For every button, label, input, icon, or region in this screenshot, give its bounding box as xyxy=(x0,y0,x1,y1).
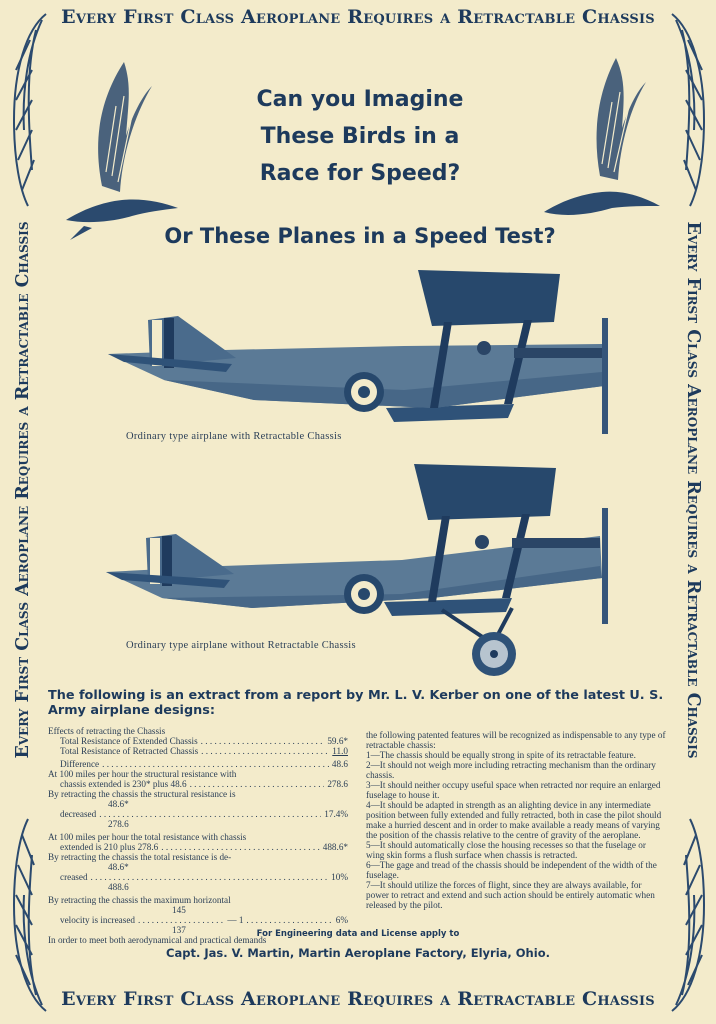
wing-ornament-top-right-icon xyxy=(668,10,712,210)
total-decrease-denominator: 488.6 xyxy=(108,882,129,892)
top-banner: Every First Class Aeroplane Requires a Retractable Chassis xyxy=(61,6,655,28)
structural-decrease-denominator: 278.6 xyxy=(108,819,129,829)
headline-line-1: Can you Imagine xyxy=(256,87,464,112)
report-heading: Effects of retracting the Chassis xyxy=(48,726,166,736)
velocity-numerator: 145 xyxy=(172,905,186,915)
total-resistance-text-a: At 100 miles per hour the total resistance with chassis xyxy=(48,832,247,842)
total-decrease-numerator: 48.6* xyxy=(108,862,129,872)
feature-item: 1—The chassis should be equally strong in spite of its retractable feature. xyxy=(366,750,636,760)
wing-ornament-top-left-icon xyxy=(6,10,50,210)
total-resistance-value: 488.6* xyxy=(322,842,348,852)
caption-plane-extended: Ordinary type airplane without Retractable Chassis xyxy=(126,640,356,651)
headline-line-2: These Birds in a xyxy=(260,124,460,149)
velocity-value: 6% xyxy=(335,915,348,925)
left-banner-text: Every First Class Aeroplane Requires a Retractable Chassis xyxy=(13,221,33,759)
left-banner xyxy=(6,200,40,780)
retracted-resistance-label: Total Resistance of Retracted Chassis xyxy=(60,746,199,756)
report-intro: The following is an extract from a report by Mr. L. V. Kerber on one of the latest U. S. Army airplane designs: xyxy=(48,688,664,718)
total-decrease-value: 10% xyxy=(331,872,348,882)
structural-decrease-text: By retracting the chassis the structural resistance is xyxy=(48,789,236,799)
velocity-text: By retracting the chassis the maximum horizontal xyxy=(48,895,231,905)
total-resistance-text-b: extended is 210 plus 278.6 xyxy=(60,842,159,852)
demands-text: In order to meet both aerodynamical and practical demands xyxy=(48,935,267,945)
feature-item: 4—It should be adapted in strength as an alighting device in any intermediate position between fully extended and fully retracted, both in case the pilot should make a hurried descent and in order to make available a ready means of varying the position of the chassis relative to the centre of gravity of the aeroplane. xyxy=(366,800,662,840)
extended-resistance-label: Total Resistance of Extended Chassis xyxy=(60,736,198,746)
feature-item: 2—It should not weigh more including retracting mechanism than the ordinary chassis. xyxy=(366,760,656,780)
feature-item: 7—It should utilize the forces of flight, since they are always available, for power to retract and extend and such action should be entirely automatic when released by the pilot. xyxy=(366,880,655,910)
difference-value: 48.6 xyxy=(331,759,348,769)
report-left-column xyxy=(48,726,348,945)
subheadline: Or These Planes in a Speed Test? xyxy=(164,224,556,248)
seagull-right-icon xyxy=(542,52,662,227)
extended-resistance-value: 59.6* xyxy=(327,736,348,746)
biplane-retracted-illustration xyxy=(104,262,614,437)
velocity-minus: — 1 xyxy=(227,915,244,925)
feature-item: 6—The gage and tread of the chassis should be independent of the width of the fuselage. xyxy=(366,860,657,880)
structural-resistance-value: 278.6 xyxy=(327,779,348,789)
right-banner-text: Every First Class Aeroplane Requires a Retractable Chassis xyxy=(683,221,703,759)
license-note: For Engineering data and License apply to xyxy=(256,929,460,939)
report-right-column xyxy=(366,730,666,910)
right-banner xyxy=(676,200,710,780)
headline-line-3: Race for Speed? xyxy=(259,161,461,186)
structural-decrease-numerator: 48.6* xyxy=(108,799,129,809)
feature-item: 5—It should automatically close the housing recesses so that the fuselage or wing skin forms a flush surface when chassis is retracted. xyxy=(366,840,646,860)
seagull-left-icon xyxy=(62,56,182,241)
velocity-label: velocity is increased xyxy=(60,915,136,925)
bottom-banner: Every First Class Aeroplane Requires a Retractable Chassis xyxy=(61,988,655,1010)
feature-item: 3—It should neither occupy useful space when retracted nor require an enlarged fuselage to house it. xyxy=(366,780,661,800)
structural-resistance-text-b: chassis extended is 230* plus 48.6 xyxy=(60,779,187,789)
total-decrease-label: creased xyxy=(60,872,88,882)
company-address: Capt. Jas. V. Martin, Martin Aeroplane Factory, Elyria, Ohio. xyxy=(166,946,550,960)
difference-label: Difference xyxy=(60,759,100,769)
structural-decrease-label: decreased xyxy=(60,809,97,819)
retracted-resistance-value: 11.0 xyxy=(332,746,348,756)
structural-resistance-text-a: At 100 miles per hour the structural resistance with xyxy=(48,769,237,779)
velocity-denominator: 137 xyxy=(172,925,186,935)
caption-plane-retracted: Ordinary type airplane with Retractable Chassis xyxy=(126,431,342,442)
structural-decrease-value: 17.4% xyxy=(324,809,348,819)
features-intro: the following patented features will be recognized as indispensable to any type of retractable chassis: xyxy=(366,730,666,750)
total-decrease-text: By retracting the chassis the total resistance is de- xyxy=(48,852,232,862)
wing-ornament-bottom-left-icon xyxy=(6,810,50,1015)
wing-ornament-bottom-right-icon xyxy=(668,810,712,1015)
